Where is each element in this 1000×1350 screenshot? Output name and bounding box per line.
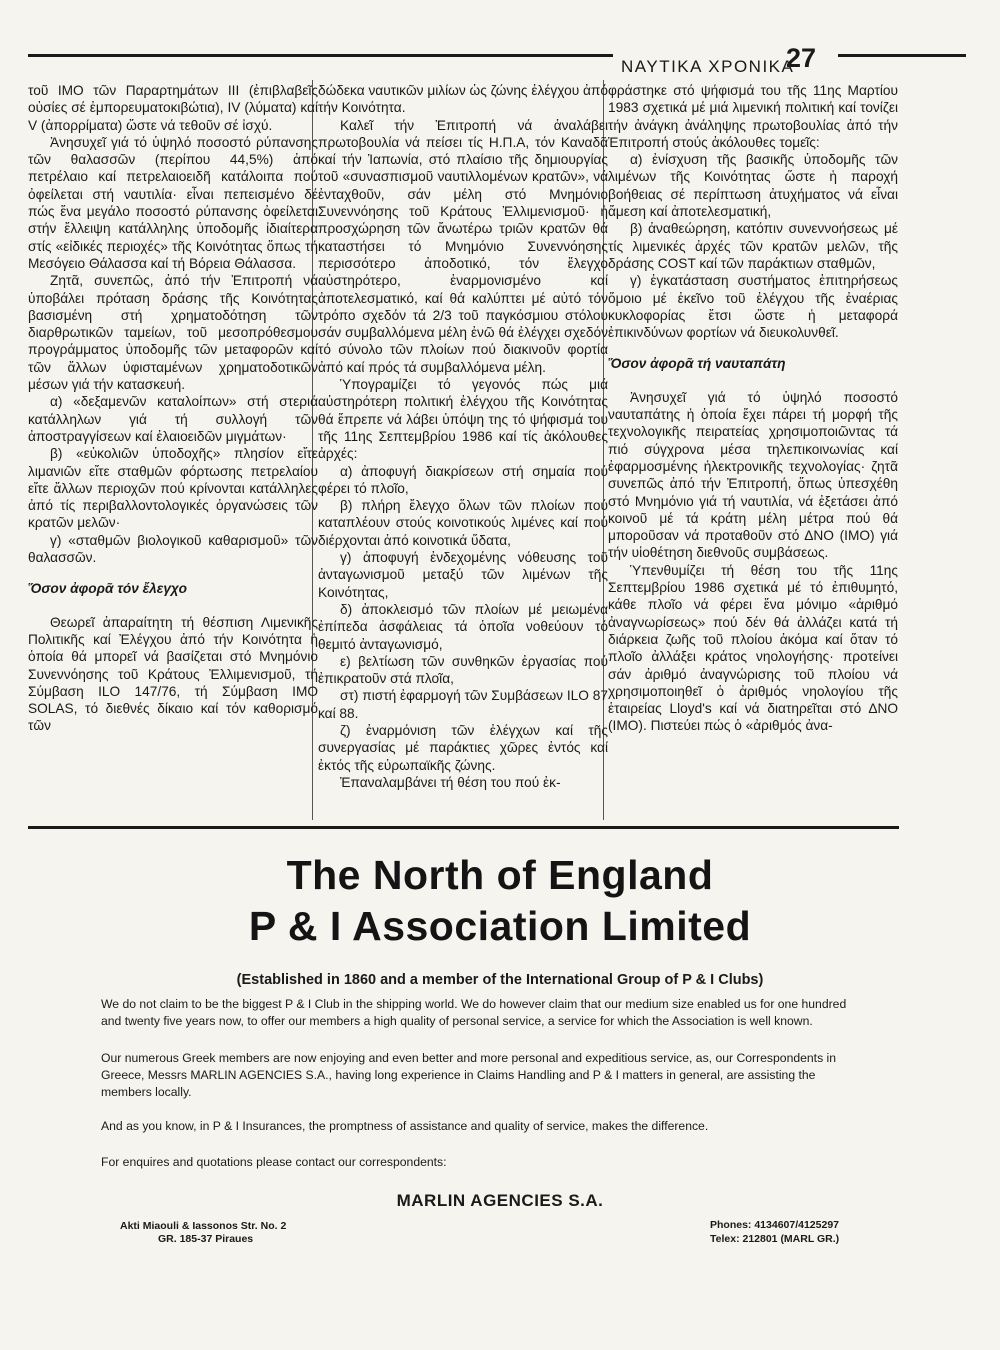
list-item: β) πλήρη ἔλεγχο ὅλων τῶν πλοίων πού καταπλέουν στούς κοινοτικούς λιμένες καί πού διέρχονται ἀπό κοινοτικά ὕδατα,	[318, 498, 608, 548]
header-rule-left	[28, 54, 613, 57]
paragraph: Ἐπαναλαμβάνει τή θέση του πού ἐκ-	[340, 774, 561, 790]
header-rule-right	[838, 54, 966, 57]
list-item: ε) βελτίωση τῶν συνθηκῶν ἐργασίας πού ἐπικρατοῦν στά πλοῖα,	[318, 653, 608, 687]
ad-paragraph: And as you know, in P & I Insurances, the promptness of assistance and quality of service, makes the difference.	[101, 1119, 709, 1133]
ad-paragraph: We do not claim to be the biggest P & I Club in the shipping world. We do however claim that our medium size enabled us for one hundred and twenty five years now, to offer our members a high quality of personal service, a service for which the Association is well known.	[101, 997, 847, 1028]
list-item: α) ἐνίσχυση τῆς βασικῆς ὑποδομῆς τῶν λιμένων τῆς Κοινότητας ὥστε ἡ παροχή βοήθειας σέ περίπτωση ἀτυχήματος νά εἶναι ἄμεση καί ἀποτελεσματική,	[608, 152, 898, 220]
page-number: 27	[786, 43, 817, 73]
list-item: γ) ἐγκατάσταση συστήματος ἐπιτηρήσεως ὅμοιο μέ ἐκεῖνο τοῦ ἐλέγχου τῆς ἐναέριας κυκλοφορίας ἔτσι ὥστε ἡ μεταφορά ἐπικινδύνων φορτίων νά διευκολυνθεῖ.	[608, 273, 898, 341]
ad-paragraph: For enquires and quotations please contact our correspondents:	[101, 1155, 447, 1169]
list-item: δ) ἀποκλεισμό τῶν πλοίων μέ μειωμένα ἐπίπεδα ἀσφάλειας τά ὁποῖα νοθεύουν τό θεμιτό ἀνταγωνισμό,	[318, 601, 608, 652]
section-heading-control: Ὅσον ἀφορᾶ τόν ἔλεγχο	[28, 581, 188, 597]
paragraph: δώδεκα ναυτικῶν μιλίων ὡς ζώνης ἐλέγχου ἀπό τήν Κοινότητα.	[318, 83, 608, 116]
ad-paragraph: Our numerous Greek members are now enjoying and even better and more personal and expeditious service, as, our Correspondents in Greece, Messrs MARLIN AGENCIES S.A., having long experience in Claims Handling and P & I matters in general, are assisting the members locally.	[101, 1051, 837, 1099]
list-item: β) «εὐκολιῶν ὑποδοχῆς» πλησίον εἴτε λιμανιῶν εἴτε σταθμῶν φόρτωσης πετρελαίου εἴτε ἄλλων περιοχῶν πού κρίνονται κατάλληλες ἀπό τίς περιβαλλοντολογικές ὀργανώσεις τῶν κρατῶν μελῶν·	[28, 446, 318, 531]
paragraph: Θεωρεῖ ἀπαραίτητη τή θέσπιση Λιμενικῆς Πολιτικῆς καί Ἐλέγχου ἀπό τήν Κοινότητα ἡ ὁποία θά μπορεῖ νά βασίζεται στό Μνημόνιο Συνεννόησης τοῦ Κράτους Ἐλλιμενισμοῦ, τή Σύμβαση ILO 147/76, τή Σύμβαση IMO SOLAS, τό διεθνές δίκαιο καί τόν καθορισμό τῶν	[28, 614, 318, 734]
ad-title-line-2: P & I Association Limited	[248, 903, 752, 949]
list-item: β) ἀναθεώρηση, κατόπιν συνεννοήσεως μέ τίς λιμενικές ἀρχές τῶν κρατῶν μελῶν, τῆς δράσης COST καί τῶν παράκτιων σταθμῶν,	[608, 221, 898, 271]
article-column-3	[608, 82, 898, 735]
telex-number: Telex: 212801 (MARL GR.)	[710, 1233, 840, 1245]
paragraph: Ὑπενθυμίζει τή θέση του τῆς 11ης Σεπτεμβρίου 1986 σχετικά μέ τό ἐπιθυμητό, κάθε πλοῖο νά φέρει ἕνα μόνιμο «ἀριθμό ἀναγνωρίσεως» πού δέν θά ἀλλάζει κατά τή διάρκεια ζωῆς τοῦ πλοίου ἀκόμα καί ὅταν τό πλοῖο ἀλλάξει κράτος νηολογήσης· προτείνει σάν ἀριθμό ἀναγνώρισης τοῦ πλοίου νά χρησιμοποιηθεῖ ὁ ἀριθμός νηολογίου τῆς ἑταιρείας Lloyd's καί νά διατηρεῖται στό ΔΝΟ (ΙΜΟ). Πιστεύει πώς ὁ «ἀριθμός ἀνα-	[608, 562, 898, 734]
paragraph: Ἀνησυχεῖ γιά τό ὑψηλό ποσοστό ρύπανσης τῶν θαλασσῶν (περίπου 44,5%) ἀπό πετρέλαιο καί πετρελαιοειδῆ κατάλοιπα πού ὀφείλεται στή ναυτιλία· εἶναι πεπεισμένο δέ πώς ἕνα μεγάλο ποσοστό ρύπανσης ὀφείλεται στήν ἔλλειψη κατάλληλης ὑποδομῆς ἰδιαίτερα στίς «εἰδικές περιοχές» τῆς Κοινότητας ὅπως τή Μεσόγειο Θάλασσα καί τή Βόρεια Θάλασσα.	[28, 134, 318, 271]
ad-subtitle: (Established in 1860 and a member of the International Group of P & I Clubs)	[236, 972, 764, 988]
list-item: γ) «σταθμῶν βιολογικοῦ καθαρισμοῦ» τῶν θαλασσῶν.	[28, 532, 318, 566]
paragraph: Ζητᾶ, συνεπῶς, ἀπό τήν Ἐπιτροπή νά ὑποβάλει πρόταση δράσης τῆς Κοινότητας βασισμένη στή χρηματοδότηση τῶν διαρθρωτικῶν ταμείων, τοῦ μεσοπρόθεσμου προγράμματος ὑποδομῆς τῶν μεταφορῶν καί τῶν ἄλλων ὑφισταμένων χρηματοδοτικῶν μέσων γιά τήν κατασκευή.	[28, 273, 318, 393]
list-item: α) «δεξαμενῶν καταλοίπων» στή στεριά κατάλληλων γιά τή συλλογή τῶν ἀποστραγγίσεων καί ἐλαιοειδῶν μιγμάτων·	[28, 394, 318, 444]
paragraph: τοῦ ΙΜΟ τῶν Παραρτημάτων III (ἐπιβλαβεῖς οὐσίες σέ ἐμπορευματοκιβώτια), IV (λύματα) καί V (ἀπορρίματα) ὥστε νά τεθοῦν σέ ἰσχύ.	[28, 83, 318, 133]
paragraph: Καλεῖ τήν Ἐπιτροπή νά ἀναλάβει πρωτοβουλία νά πείσει τίς Η.Π.Α, τόν Καναδᾶ καί τήν Ἰαπωνία, στό πλαίσιο τῆς δημιουργίας τοῦ «συνασπισμοῦ ναυτιλλομένων κρατῶν», νά ἐνταχθοῦν, σάν μέλη στό Μνημόνιο Συνεννόησης τοῦ Κράτους Ἐλλιμενισμοῦ· ἡ προσχώρηση τῶν ἄνωτέρω τριῶν κρατῶν θά καταστήσει τό Μνημόνιο Συνεννόησης περισσότερο ἀποδοτικό, τόν ἔλεγχο αὐστηρότερο, ἐναρμονισμένο καί ἀποτελεσματικό, καί θά καλύπτει μέ αὐτό τόν τρόπο σχεδόν τά 2/3 τοῦ παγκόσμιου στόλου σάν συμβαλλόμενα μέλη ἐνῶ θά ἐλέγχει σχεδόν τό σύνολο τῶν πλοίων πού διακινοῦν φορτία ἀπό καί πρός τά συμβαλλόμενα μέλη.	[318, 117, 608, 375]
address-line: Akti Miaouli & Iassonos Str. No. 2	[120, 1220, 287, 1232]
ad-title-line-1: The North of England	[286, 852, 714, 898]
list-item: α) ἀποφυγή διακρίσεων στή σημαία πού φέρει τό πλοῖο,	[318, 463, 608, 496]
paragraph: φράστηκε στό ψήφισμά του τῆς 11ης Μαρτίου 1983 σχετικά μέ μιά λιμενική πολιτική καί τονίζει τήν ἀνάγκη ἀνάληψης πρωτοβουλίας ἀπό τήν Ἐπιτροπή στούς ἀκόλουθες τομεῖς:	[608, 83, 898, 150]
paragraph: Ἀνησυχεῖ γιά τό ὑψηλό ποσοστό ναυταπάτης ἡ ὁποία ἔχει πάρει τή μορφή τῆς τεχνολογικῆς πειρατείας χρησιμοποιῶντας τά πιό σύγχρονα μέσα τηλεπικοινωνίας καί ἐφαρμοσμένης ἠλεκτρονικῆς τεχνολογίας· ζητᾶ συνεπῶς ἀπό τήν Ἐπιτροπή, ὅπως ὑπεσχέθη στό Μνημόνιο γιά τή ναυτιλία, νά ἐξετάσει ἀπό κοινοῦ μέ τά κράτη μέλη μέτρα πού θά μποροῦσαν νά προταθοῦν στό ΔΝΟ (ΙΜΟ) γιά τήν υἱοθέτηση διεθνοῦς συμβάσεως.	[608, 389, 898, 561]
section-heading-piracy: Ὅσον ἀφορᾶ τή ναυταπάτη	[608, 356, 786, 372]
list-item: γ) ἀποφυγή ἐνδεχομένης νόθευσης τοῦ ἀνταγωνισμοῦ μεταξύ τῶν λιμένων τῆς Κοινότητας,	[318, 550, 608, 600]
address-line: GR. 185-37 Piraues	[158, 1233, 254, 1245]
article-column-2	[318, 82, 608, 791]
list-item: στ) πιστή ἐφαρμογή τῶν Συμβάσεων ILO 87 καί 88.	[318, 688, 608, 721]
article-bottom-rule	[28, 826, 899, 829]
article-column-1	[28, 82, 318, 735]
company-name: MARLIN AGENCIES S.A.	[396, 1191, 604, 1210]
paragraph: Ὑπογραμίζει τό γεγονός πώς μιά αὐστηρότερη πολιτική ἐλέγχου τῆς Κοινότητας θά ἔπρεπε νά λάβει ὑπόψη της τό ψήφισμά του τῆς 11ης Σεπτεμβρίου 1986 καί τίς ἀκόλουθες ἀρχές:	[318, 377, 608, 462]
phone-number: Phones: 4134607/4125297	[710, 1219, 840, 1231]
publication-title: ΝΑΥΤΙΚΑ ΧΡΟΝΙΚΑ	[621, 57, 795, 76]
list-item: ζ) ἐναρμόνιση τῶν ἐλέγχων καί τῆς συνεργασίας μέ παράκτιες χῶρες ἐντός καί ἐκτός τῆς εὐρωπαϊκῆς ζώνης.	[318, 722, 608, 773]
